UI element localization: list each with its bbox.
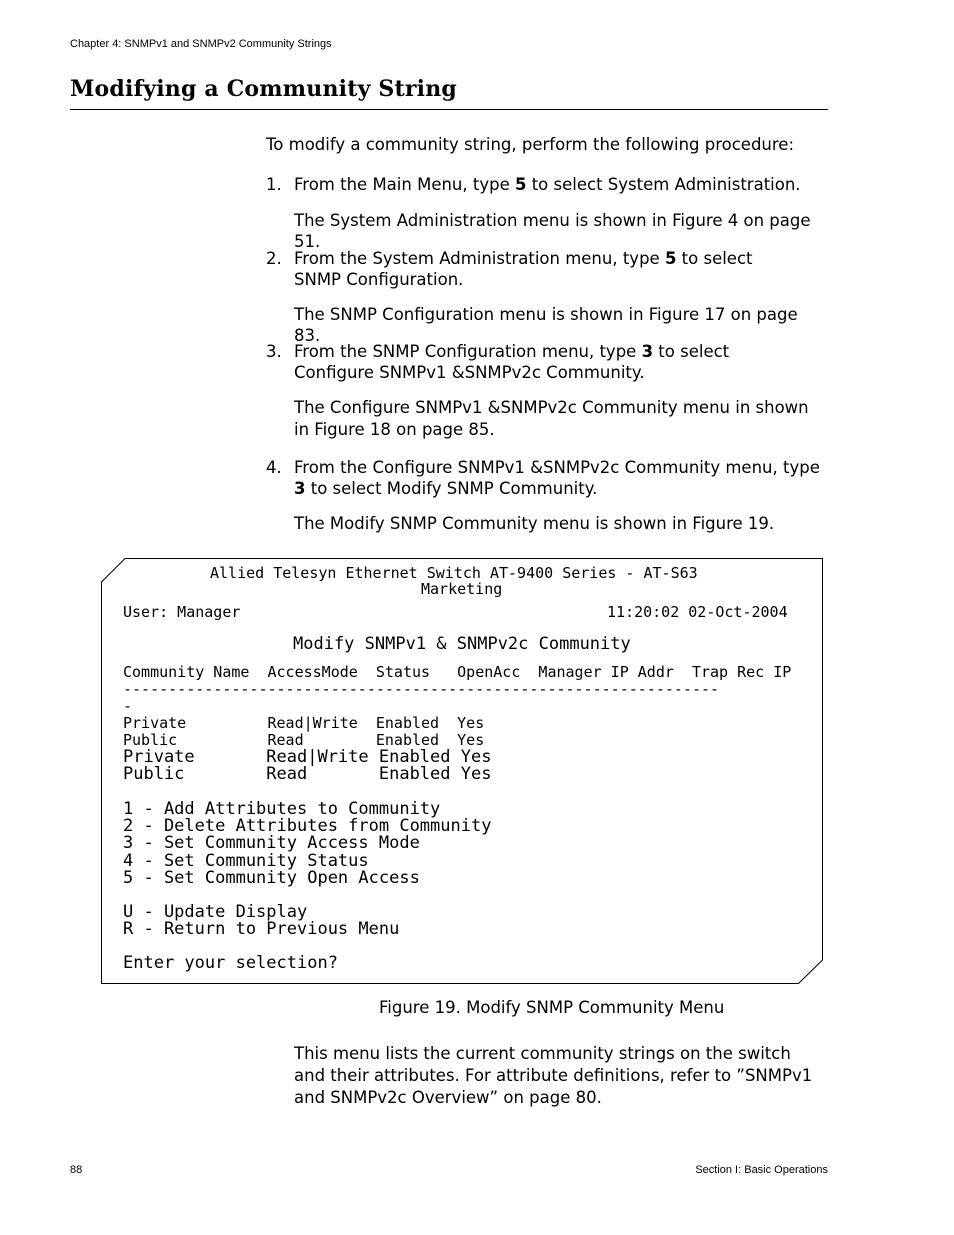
terminal-menu-options: 1 - Add Attributes to Community 2 - Delete Attributes from Community 3 - Set Community Access Mode 4 - Set Community Status 5 - Set Community Open Access: [123, 799, 492, 888]
terminal-menu-title: Modify SNMPv1 & SNMPv2c Community: [293, 634, 631, 654]
running-header: Chapter 4: SNMPv1 and SNMPv2 Community Strings: [70, 38, 332, 50]
closing-paragraph: This menu lists the current community strings on the switch and their attributes. For attribute definitions, refer to ”SNMPv1 and SNMPv2c Overview” on page 80.: [294, 1044, 813, 1107]
page-title: Modifying a Community String: [70, 76, 457, 102]
terminal-separator: ------------------------------------------------------------------ -: [123, 680, 720, 715]
step-3-number: 3.: [266, 342, 282, 361]
step-1-text: From the Main Menu, type 5 to select System Administration.: [294, 175, 801, 194]
terminal-column-headers: Community Name AccessMode Status OpenAcc Manager IP Addr Trap Rec IP: [123, 663, 792, 681]
title-rule: [70, 109, 828, 110]
step-2-text: From the System Administration menu, type 5 to select SNMP Configuration.: [294, 249, 753, 289]
step-4-text: From the Configure SNMPv1 &SNMPv2c Community menu, type 3 to select Modify SNMP Community.: [294, 458, 820, 498]
terminal-banner-line1: Allied Telesyn Ethernet Switch AT-9400 Series - AT-S63: [210, 564, 698, 582]
intro-paragraph: To modify a community string, perform the following procedure:: [266, 135, 795, 154]
step-2-number: 2.: [266, 249, 282, 268]
terminal-prompt: Enter your selection?: [123, 953, 338, 973]
terminal-community-rows-large: Private Read|Write Enabled Yes Public Read Enabled Yes: [123, 747, 492, 785]
terminal-community-rows: Private Read|Write Enabled Yes Public Read Enabled Yes: [123, 714, 485, 749]
terminal-user: User: Manager: [123, 603, 241, 621]
page-number: 88: [70, 1164, 83, 1176]
step-4-note: The Modify SNMP Community menu is shown in Figure 19.: [294, 514, 775, 533]
step-2-note: The SNMP Configuration menu is shown in Figure 17 on page 83.: [294, 305, 798, 345]
step-4-number: 4.: [266, 458, 282, 477]
footer-section: Section I: Basic Operations: [695, 1164, 828, 1176]
step-3-text: From the SNMP Configuration menu, type 3 to select Configure SNMPv1 &SNMPv2c Community.: [294, 342, 730, 382]
terminal-banner-line2: Marketing: [421, 580, 503, 598]
figure-caption: Figure 19. Modify SNMP Community Menu: [379, 998, 725, 1017]
step-3-note: The Configure SNMPv1 &SNMPv2c Community menu in shown in Figure 18 on page 85.: [294, 398, 809, 439]
terminal-nav-options: U - Update Display R - Return to Previous Menu: [123, 902, 400, 940]
step-1-note: The System Administration menu is shown in Figure 4 on page 51.: [294, 211, 811, 251]
step-1-number: 1.: [266, 175, 282, 194]
terminal-timestamp: 11:20:02 02-Oct-2004: [607, 603, 788, 621]
